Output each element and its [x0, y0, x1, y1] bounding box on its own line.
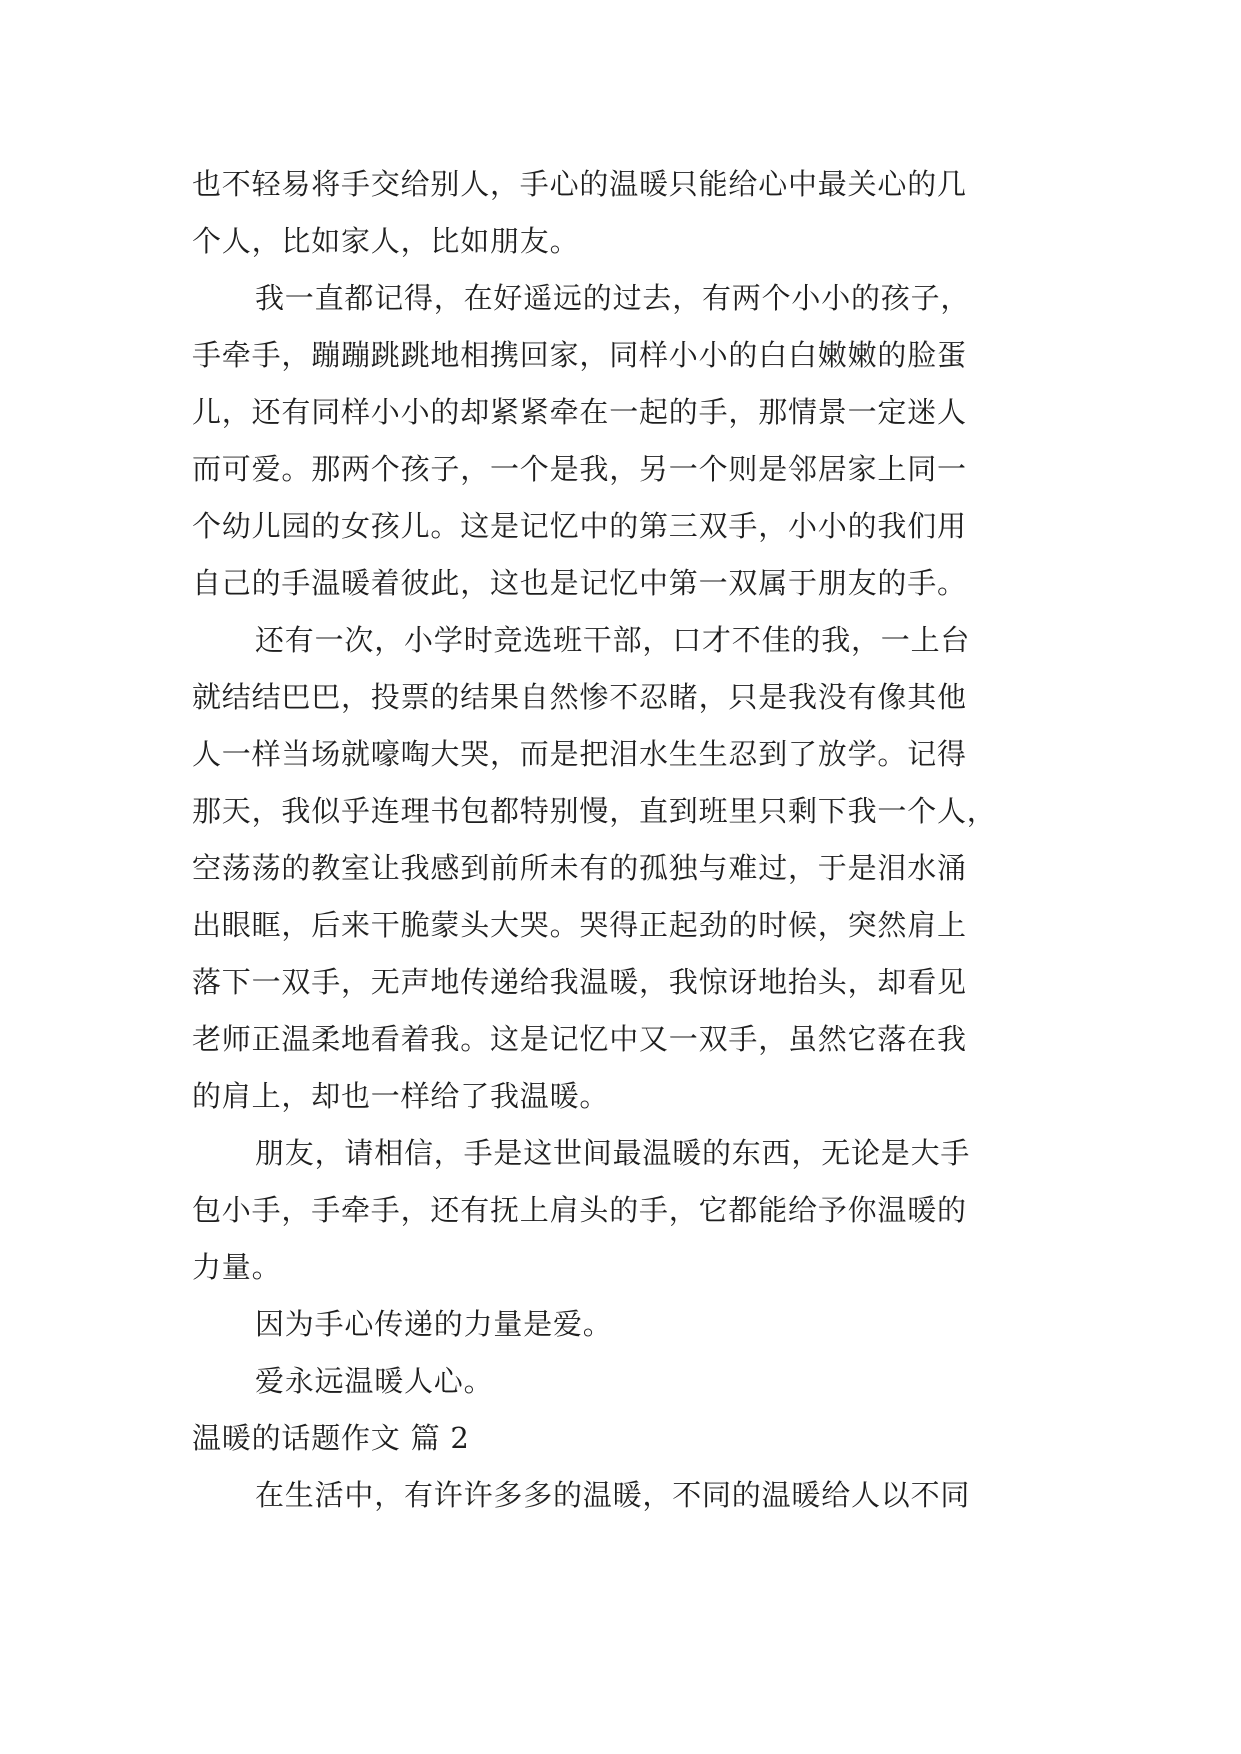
text-line: 自己的手温暖着彼此，这也是记忆中第一双属于朋友的手。	[192, 566, 967, 600]
text-line: 也不轻易将手交给别人，手心的温暖只能给心中最关心的几	[192, 167, 967, 201]
text-line: 而可爱。那两个孩子，一个是我，另一个则是邻居家上同一	[192, 452, 967, 486]
text-line: 出眼眶，后来干脆蒙头大哭。哭得正起劲的时候，突然肩上	[192, 908, 967, 942]
text-line: 空荡荡的教室让我感到前所未有的孤独与难过，于是泪水涌	[192, 851, 967, 885]
paragraph-first-line: 因为手心传递的力量是爱。	[255, 1307, 613, 1341]
paragraph-first-line: 朋友，请相信，手是这世间最温暖的东西，无论是大手	[255, 1136, 971, 1170]
paragraph-first-line: 爱永远温暖人心。	[255, 1364, 494, 1398]
text-line: 就结结巴巴，投票的结果自然惨不忍睹，只是我没有像其他	[192, 680, 967, 714]
text-line: 老师正温柔地看着我。这是记忆中又一双手，虽然它落在我	[192, 1022, 967, 1056]
text-line: 个幼儿园的女孩儿。这是记忆中的第三双手，小小的我们用	[192, 509, 967, 543]
text-line: 手牵手，蹦蹦跳跳地相携回家，同样小小的白白嫩嫩的脸蛋	[192, 338, 967, 372]
text-line: 个人，比如家人，比如朋友。	[192, 224, 580, 258]
paragraph-first-line: 我一直都记得，在好遥远的过去，有两个小小的孩子，	[255, 281, 971, 315]
text-line: 儿，还有同样小小的却紧紧牵在一起的手，那情景一定迷人	[192, 395, 967, 429]
text-line: 落下一双手，无声地传递给我温暖，我惊讶地抬头，却看见	[192, 965, 967, 999]
text-line: 那天，我似乎连理书包都特别慢，直到班里只剩下我一个人，	[192, 794, 997, 828]
paragraph-first-line: 在生活中，有许许多多的温暖，不同的温暖给人以不同	[255, 1478, 971, 1512]
text-line: 力量。	[192, 1250, 282, 1284]
text-line: 的肩上，却也一样给了我温暖。	[192, 1079, 610, 1113]
text-line: 人一样当场就嚎啕大哭，而是把泪水生生忍到了放学。记得	[192, 737, 967, 771]
paragraph-first-line: 还有一次，小学时竞选班干部，口才不佳的我，一上台	[255, 623, 971, 657]
section-heading: 温暖的话题作文 篇 2	[192, 1421, 470, 1455]
text-line: 包小手，手牵手，还有抚上肩头的手，它都能给予你温暖的	[192, 1193, 967, 1227]
